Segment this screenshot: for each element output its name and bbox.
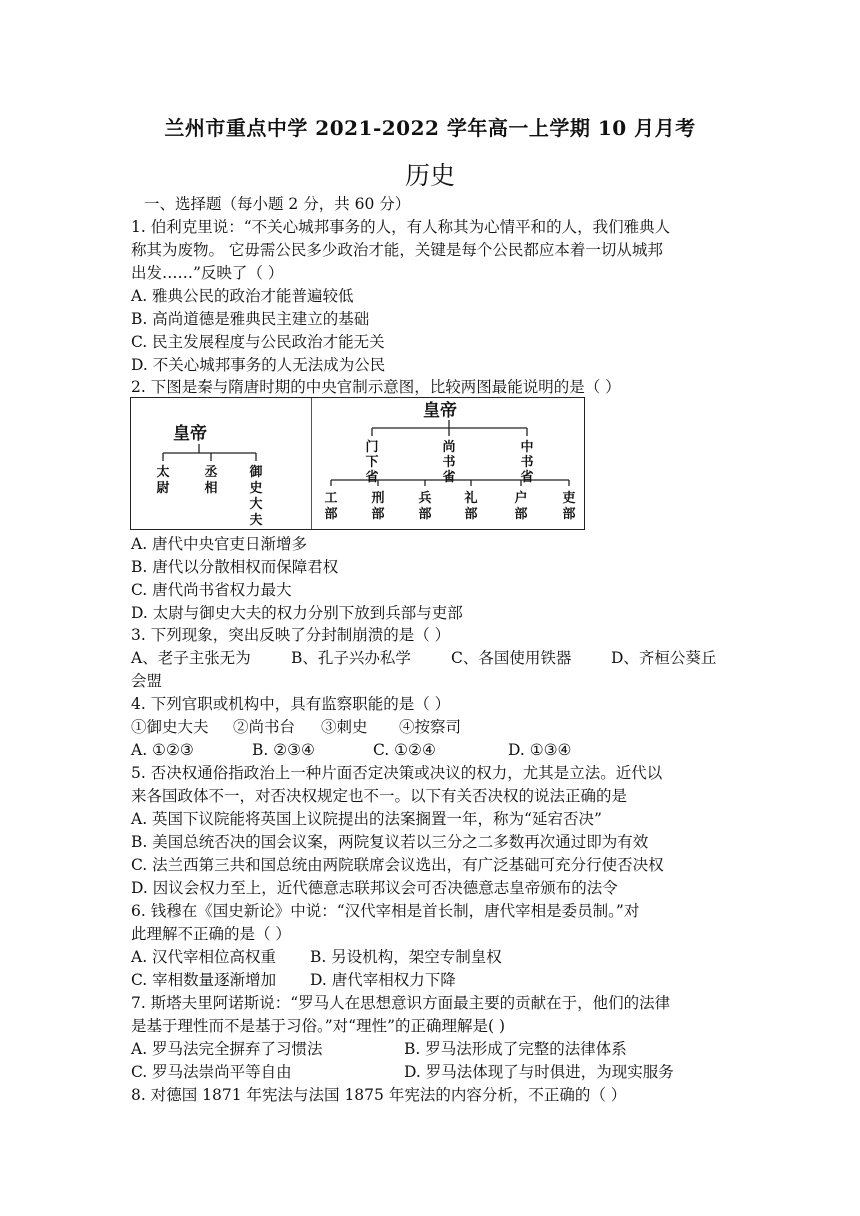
q5-option-c: C. 法兰西第三共和国总统由两院联席会议选出，有广泛基础可充分行使否决权 <box>131 856 664 874</box>
q1-option-b: B. 高尚道德是雅典民主建立的基础 <box>131 310 370 328</box>
q5-stem-line: 来各国政体不一，对否决权规定也不一。以下有关否决权的说法正确的是 <box>131 787 628 805</box>
q8-stem-line: 8. 对德国 1871 年宪法与法国 1875 年宪法的内容分析，不正确的（ ） <box>131 1086 627 1104</box>
tang-province: 尚书省 <box>442 440 456 485</box>
diagram-svg <box>131 398 586 531</box>
q6-option-c: C. 宰相数量逐渐增加 <box>131 971 277 989</box>
tang-ministry: 刑部 <box>371 491 385 522</box>
q3-option-b: B、孔子兴办私学 <box>291 649 411 667</box>
q3-options-row <box>131 647 716 669</box>
q2-option-d: D. 太尉与御史大夫的权力分别下放到兵部与吏部 <box>131 604 463 622</box>
q4-item: ②尚书台 <box>233 718 296 736</box>
q1-stem-line: 出发……”反映了（ ） <box>131 264 284 282</box>
tang-province: 中书省 <box>520 440 534 485</box>
q5-stem-line: 5. 否决权通俗指政治上一种片面否定决策或决议的权力，尤其是立法。近代以 <box>131 764 663 782</box>
q6-stem-line: 此理解不正确的是（ ） <box>131 925 291 943</box>
q2-option-b: B. 唐代以分散相权而保障君权 <box>131 558 339 576</box>
q5-option-b: B. 美国总统否决的国会议案，两院复议若以三分之二多数再次通过即为有效 <box>131 833 649 851</box>
q7-stem-line: 7. 斯塔夫里阿诺斯说：“罗马人在思想意识方面最主要的贡献在于，他们的法律 <box>131 994 671 1012</box>
tang-ministry: 兵部 <box>418 491 432 522</box>
qin-office: 丞相 <box>204 465 218 496</box>
q4-stem-line: 4. 下列官职或机构中，具有监察职能的是（ ） <box>131 695 451 713</box>
tang-ministry: 工部 <box>324 491 338 522</box>
q6-option-d: D. 唐代宰相权力下降 <box>310 971 456 989</box>
q7-option-d: D. 罗马法体现了与时俱进，为现实服务 <box>404 1063 674 1081</box>
q1-option-a: A. 雅典公民的政治才能普遍较低 <box>131 287 354 305</box>
q2-stem-line: 2. 下图是秦与隋唐时期的中央官制示意图，比较两图最能说明的是（ ） <box>131 378 621 396</box>
q6-options-row-1 <box>131 946 502 968</box>
q7-option-c: C. 罗马法崇尚平等自由 <box>131 1063 292 1081</box>
q7-options-row-2 <box>131 1061 674 1083</box>
qin-office: 太尉 <box>156 465 170 496</box>
q4-option-c: C. ①②④ <box>373 741 436 759</box>
tang-ministry: 户部 <box>514 491 528 522</box>
official-system-diagram <box>130 397 585 530</box>
q1-stem-line: 称其为废物。 它毋需公民多少政治才能，关键是每个公民都应本着一切从城邦 <box>131 241 663 259</box>
q4-items-row <box>131 716 461 738</box>
q6-options-row-2 <box>131 969 456 991</box>
q7-option-b: B. 罗马法形成了完整的法律体系 <box>404 1040 627 1058</box>
q1-option-c: C. 民主发展程度与公民政治才能无关 <box>131 333 385 351</box>
q4-options-row <box>131 739 571 761</box>
q6-option-a: A. 汉代宰相位高权重 <box>131 948 277 966</box>
q6-option-b: B. 另设机构，架空专制皇权 <box>310 948 502 966</box>
q5-option-a: A. 英国下议院能将英国上议院提出的法案搁置一年，称为“延宕否决” <box>131 810 602 828</box>
section-heading: 一、选择题（每小题 2 分，共 60 分） <box>144 195 411 213</box>
q7-option-a: A. 罗马法完全摒弃了习惯法 <box>131 1040 323 1058</box>
q1-stem-line: 1. 伯利克里说：“不关心城邦事务的人，有人称其为心情平和的人，我们雅典人 <box>131 218 671 236</box>
subject-title: 历史 <box>404 161 455 190</box>
qin-emperor: 皇帝 <box>173 424 207 444</box>
q4-item: ④按察司 <box>399 718 462 736</box>
tang-ministry: 礼部 <box>464 491 478 522</box>
q7-stem-line: 是基于理性而不是基于习俗。”对“理性”的正确理解是( ) <box>131 1017 506 1035</box>
q4-option-a: A. ①②③ <box>131 741 194 759</box>
q4-option-b: B. ②③④ <box>252 741 315 759</box>
q3-option-d-continued: 会盟 <box>131 672 163 690</box>
q2-option-c: C. 唐代尚书省权力最大 <box>131 581 292 599</box>
q3-option-a: A、老子主张无为 <box>131 649 251 667</box>
tang-ministry: 吏部 <box>562 491 576 522</box>
tang-province: 门下省 <box>365 440 379 485</box>
q7-options-row-1 <box>131 1038 627 1060</box>
q3-stem-line: 3. 下列现象，突出反映了分封制崩溃的是（ ） <box>131 626 451 644</box>
q4-item: ①御史大夫 <box>131 718 209 736</box>
q4-option-d: D. ①③④ <box>508 741 572 759</box>
q6-stem-line: 6. 钱穆在《国史新论》中说：“汉代宰相是首长制，唐代宰相是委员制。”对 <box>131 902 640 920</box>
q4-item: ③刺史 <box>321 718 368 736</box>
qin-office: 御史大夫 <box>249 465 263 528</box>
q3-option-d: D、齐桓公葵丘 <box>611 649 717 667</box>
tang-emperor: 皇帝 <box>423 401 457 421</box>
q5-option-d: D. 因议会权力至上，近代德意志联邦议会可否决德意志皇帝颁布的法令 <box>131 879 618 897</box>
exam-title: 兰州市重点中学 2021-2022 学年高一上学期 10 月月考 <box>164 116 696 140</box>
q2-option-a: A. 唐代中央官吏日渐增多 <box>131 535 308 553</box>
q3-option-c: C、各国使用铁器 <box>451 649 572 667</box>
q1-option-d: D. 不关心城邦事务的人无法成为公民 <box>131 356 386 374</box>
